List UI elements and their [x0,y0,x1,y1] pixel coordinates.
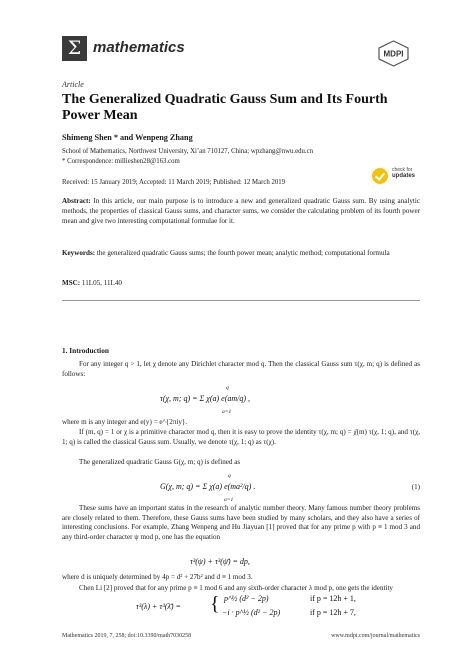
abstract-label: Abstract: [62,197,91,205]
msc-text: 11L05, 11L40 [81,279,122,287]
equation-case-1-condition: if p = 12h + 1, [310,594,356,603]
mdpi-logo-icon [377,40,410,67]
brace-symbol: { [210,593,220,615]
equation-number: (1) [411,483,420,491]
page-footer [62,633,420,639]
affiliations [62,147,313,166]
section-divider [62,300,420,301]
equation-sixth-order-lhs: τ³(λ) + τ³(λ̄) = [136,602,181,611]
sum-upper-limit-1: q [226,385,229,391]
abstract [62,196,420,227]
check-updates-text [392,167,415,179]
equation-gauss-sum [160,394,250,403]
keywords-label: Keywords: [62,249,96,257]
equation-gauss-sum-text: τ(χ, m; q) = Σ χ(a) e(am/q) , [160,394,251,403]
footer-citation[interactable]: Mathematics 2019, 7, 258; doi:10.3390/math7030258 [62,633,192,639]
equation-generalized-gauss [160,482,255,491]
publication-dates: Received: 15 January 2019; Accepted: 11 March 2019; Published: 12 March 2019 [62,179,286,186]
check-for-updates-badge[interactable] [372,165,420,190]
article-type: Article [62,80,84,89]
correspondence-line[interactable]: * Correspondence: millieshen28@163.com [62,157,180,165]
checkmark-icon [372,168,388,184]
sum-lower-limit-1: a=1 [222,409,232,415]
check-updates-line1: check for [392,167,413,173]
journal-logo: Σ [62,36,87,61]
journal-name[interactable]: mathematics [93,39,185,56]
equation-case-2-condition: if p = 12h + 7, [310,608,356,617]
intro-paragraph-5: These sums have an important status in the research of analytic number theory. Many famous number theory problems are closely related to them. Therefore, these Gauss sums have been studied by many scholars, and they also have a series of interesting conclusions. For example, Zhang Wenpeng and Hu Jiayuan [1] proved that for any prime p with p ≡ 1 mod 3 and any third-order character ψ mod p, one has the equation [62,504,420,541]
section-heading: 1. Introduction [62,346,109,355]
author-list[interactable]: Shimeng Shen * and Wenpeng Zhang [62,133,193,142]
sum-lower-limit-2: a=1 [224,497,234,503]
footer-journal-url[interactable]: www.mdpi.com/journal/mathematics [331,633,420,639]
publisher-name: MDPI [383,49,404,59]
equation-generalized-gauss-text: G(χ, m; q) = Σ χ(a) e(ma²/q) . [160,482,256,491]
intro-paragraph-3: If (m, q) = 1 or χ is a primitive character mod q, then it is easy to prove the identity τ(χ, m; q) = χ̄(m) τ(χ, 1; q), and τ(χ, 1; q) is called the classical Gauss sum. Usually, we denote τ(χ, 1; q) as τ(χ). [62,428,420,446]
intro-paragraph-4: The generalized quadratic Gauss G(χ, m; q) is defined as [79,458,241,466]
msc-label: MSC: [62,279,81,287]
intro-paragraph-6: where d is uniquely determined by 4p = d² + 27b² and d ≡ 1 mod 3. [62,573,253,581]
mdpi-logo[interactable] [377,40,410,67]
check-updates-line2: updates [392,173,416,179]
affiliation-line: School of Mathematics, Northwest University, Xi’an 710127, China; wpzhang@nwu.edu.cn [62,148,314,155]
intro-paragraph-1: For any integer q > 1, let χ denote any Dirichlet character mod q. Then the classical Gauss sum τ(χ, m; q) is defined as follows: [62,360,420,378]
intro-paragraph-7: Chen Li [2] proved that for any prime p ≡ 1 mod 6 and any sixth-order character λ mod p, one gets the identity [79,584,393,592]
msc-codes [62,279,122,287]
sum-upper-limit-2: q [228,473,231,479]
abstract-text: In this article, our main purpose is to introduce a new and generalized quadratic Gauss sum. By using analytic methods, the properties of classical Gauss sums, and character sums, we consider the calculating problem of its fourth power mean and give two interesting computational formulae for it. [62,197,420,226]
keywords-text: the generalized quadratic Gauss sums; the fourth power mean; analytic method; computational formula [96,249,390,257]
keywords [62,248,420,258]
equation-case-2: −i · p^½ (d² − 2p) [222,608,281,617]
intro-paragraph-2: where m is any integer and e(y) = e^{2πiy}. [62,418,188,426]
article-title: The Generalized Quadratic Gauss Sum and Its Fourth Power Mean [62,92,388,123]
equation-third-order: τ³(ψ) + τ³(ψ̄) = dp, [190,557,250,566]
equation-case-1: p^½ (d² − 2p) [224,594,269,603]
